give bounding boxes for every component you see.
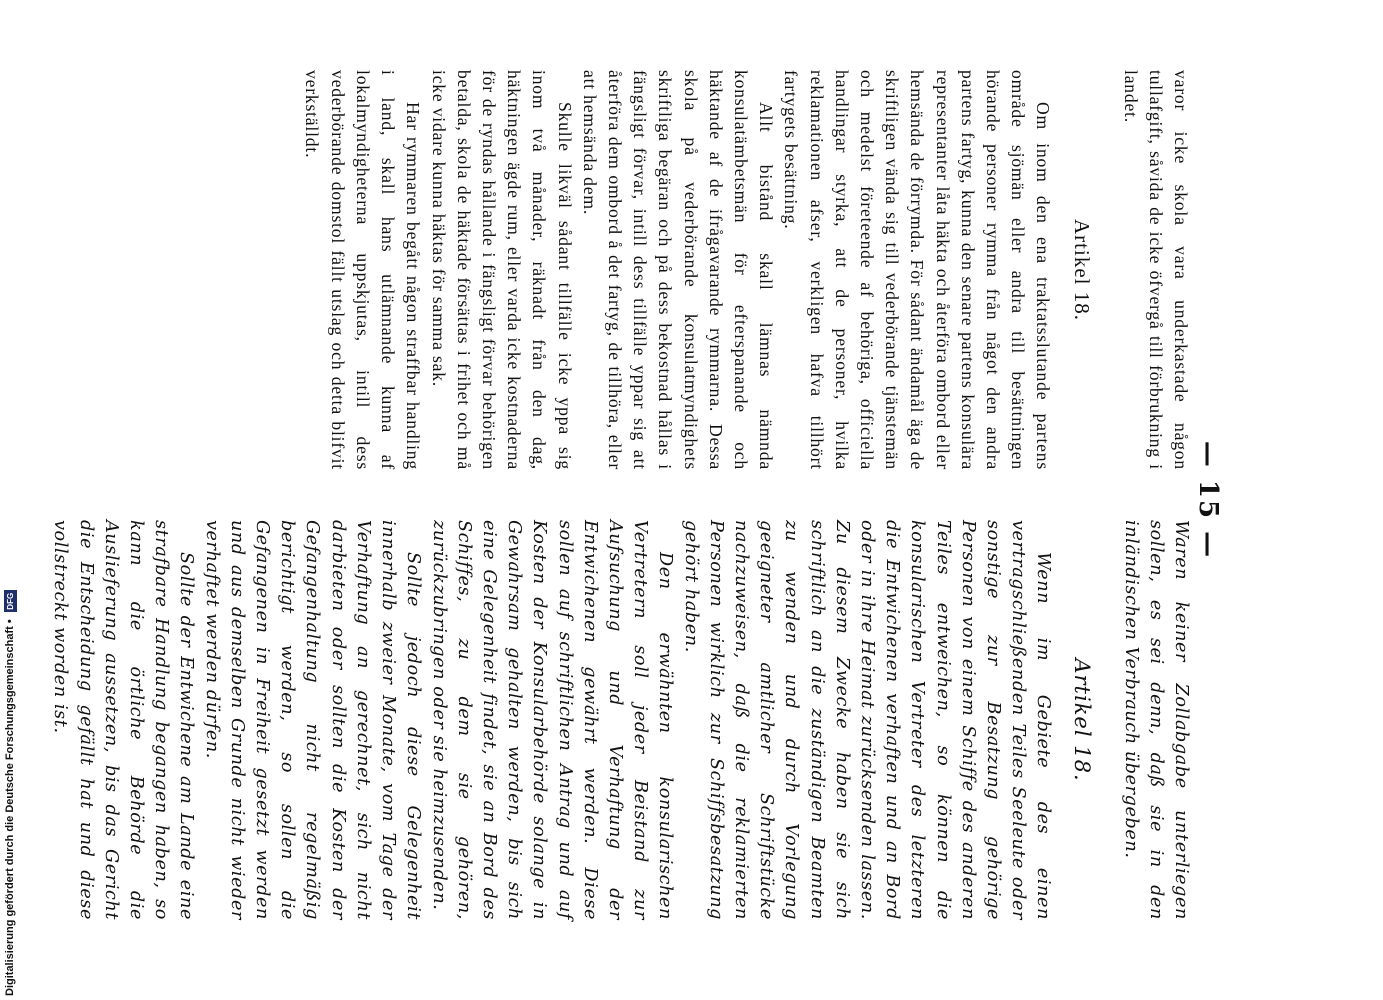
german-paragraph-continued: Waren keiner Zollabgabe unterliegen sollen, es sei denn, daß sie in den inländischen Verbrauch übergeben. bbox=[1120, 520, 1191, 920]
digitization-credit bbox=[0, 0, 28, 1000]
swedish-article-heading: Artikel 18. bbox=[1070, 219, 1095, 321]
swedish-paragraph-4: Har rymmaren begått någon straffbar handling i land, skall hans utlämnande kunna af lokalmyndigheterna uppskjutas, intill dess vederbörande domstol fällt utslag och detta blifvit verkställdt. bbox=[302, 70, 424, 470]
page-number: — 15 — bbox=[1193, 440, 1223, 560]
german-paragraph-4: Sollte der Entwichene am Lande eine strafbare Handlung begangen haben, so kann die örtliche Behörde die Auslieferung aussetzen, bis das Gericht die Entscheidung gefällt hat und diese vollstreckt worden ist. bbox=[50, 520, 197, 920]
swedish-paragraph-1: Om inom den ena traktatsslutande partens område sjömän eller andra till besättningen hörande personer rymma från något den andra partens fartyg, kunna den senare partens konsulära representanter låta häkta och återföra ombord eller hemsända de förrymda. För sådant ändamål äga de skriftligen vända sig till vederbörande tjänstemän och medelst företeende af behöriga, officiella handlingar styrka, att de personer, hvilka reklamationen afser, verkligen hafva tillhört fartygets besättning. bbox=[781, 70, 1054, 470]
swedish-column bbox=[73, 70, 1193, 470]
swedish-paragraph-continued: varor icke skola vara underkastade någon tullafgift, såvida de icke öfvergå till förbrukning i landet. bbox=[1120, 70, 1191, 470]
german-paragraph-2: Den erwähnten konsularischen Vertretern soll jeder Beistand zur Aufsuchung und Verhaftung der Entwichenen gewährt werden. Diese sollen auf schriftlichen Antrag und auf Kosten der Konsularbehörde solange in Gewahrsam gehalten werden, bis sich eine Gelegenheit findet, sie an Bord des Schiffes, zu dem sie gehören, zurückzubringen oder sie heimzusenden. bbox=[428, 520, 676, 920]
swedish-paragraph-2: Allt bistånd skall lämnas nämnda konsulatämbetsmän för efterspanande och häktande af de ifrågavarande rymmarna. Dessa skola på vederbörande konsulatmyndighets skriftliga begäran och på dess bekostnad hållas i fängsligt förvar, intill dess tillfälle yppar sig att återföra dem ombord å det fartyg, de tillhöra, eller att hemsända dem. bbox=[579, 70, 777, 470]
german-paragraph-1: Wenn im Gebiete des einen vertragschließenden Teiles Seeleute oder sonstige zur Besatzung gehörige Personen von einem Schiffe des anderen Teiles entweichen, so können die konsularischen Vertreter des letzteren die Entwichenen verhaften und an Bord oder in ihre Heimat zurücksenden lassen. Zu diesem Zwecke haben sie sich schriftlich an die zuständigen Beamten zu wenden und durch Vorlegung geeigneter amtlicher Schriftstücke nachzuweisen, daß die reklamierten Personen wirklich zur Schiffsbesatzung gehört haben. bbox=[680, 520, 1054, 920]
german-paragraph-3: Sollte jedoch diese Gelegenheit innerhalb zweier Monate, vom Tage der Verhaftung an gerechnet, sich nicht darbieten oder sollten die Kosten der Gefangenhaltung nicht regelmäßig berichtigt werden, so sollen die Gefangenen in Freiheit gesetzt werden und aus demselben Grunde nicht wieder verhaftet werden dürfen. bbox=[201, 520, 424, 920]
german-article-heading: Artikel 18. bbox=[1070, 658, 1095, 782]
german-column bbox=[50, 520, 1193, 920]
swedish-paragraph-3: Skulle likväl sådant tillfälle icke yppa sig inom två månader, räknadt från den dag, häktningen ägde rum, eller varda icke kostnaderna för de ryndas hållande i fängsligt förvar behörigen betalda, skola de häktade försättas i frihet och må icke vidare kunna häktas för samma sak. bbox=[428, 70, 575, 470]
credit-text: Digitalisierung gefördert durch die Deutsche Forschungsgemeinschaft • bbox=[4, 619, 16, 996]
dfg-logo-icon: DFG bbox=[4, 590, 17, 612]
